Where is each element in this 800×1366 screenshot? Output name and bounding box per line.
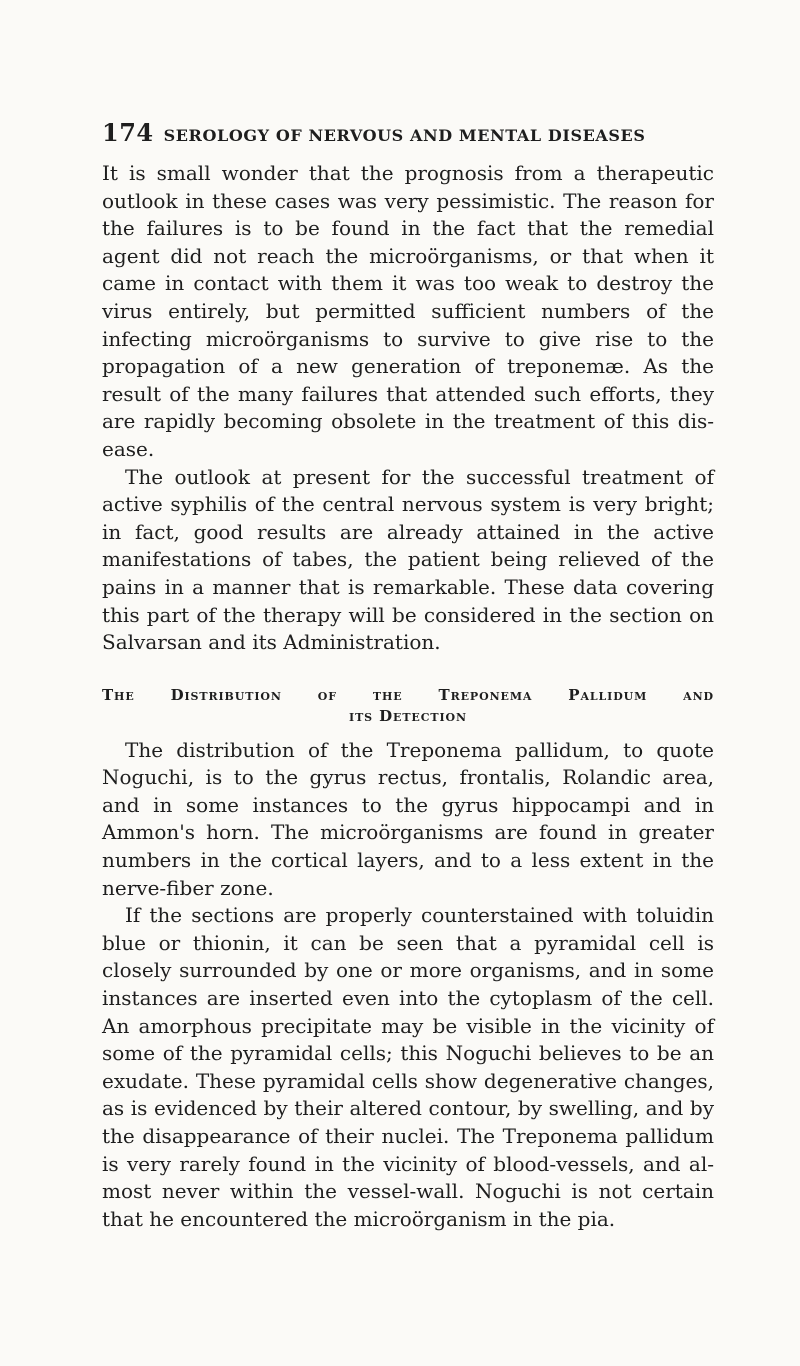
paragraph-prognosis: It is small wonder that the prognosis from a therapeutic outlook in these cases was very pessimistic. The reason for the failures is to be found in the fact that the remedial agent did not reach the microörganisms, or that when it came in contact with them it was too weak to destroy the virus entirely, but permitted sufficient numbers of the infecting microörganisms to survive to give rise to the propagation of a new generation of treponemæ. As the result of the many failures that attended such efforts, they are rapidly becoming obsolete in the treatment of this disease. bbox=[102, 161, 714, 461]
section-heading-line-1: The Distribution of the Treponema Pallidum and bbox=[102, 685, 714, 704]
running-header bbox=[102, 118, 714, 150]
paragraph-outlook: The outlook at present for the successful treatment of active syphilis of the central nervous system is very bright; in fact, good results are already attained in the active manifestations of tabes, the patient being relieved of the pains in a manner that is remarkable. These data covering this part of the therapy will be considered in the section on Salvarsan and its Administration. bbox=[102, 464, 714, 655]
section-heading bbox=[102, 685, 714, 727]
book-page bbox=[102, 118, 714, 1233]
paragraph-counterstain: If the sections are properly counterstained with toluidin blue or thionin, it can be seen that a pyramidal cell is closely surrounded by one or more organisms, and in some instances are inserted even into the cytoplasm of the cell. An amorphous precipitate may be visible in the vicinity of some of the pyramidal cells; this Noguchi believes to be an exudate. These pyramidal cells show degenerative changes, as is evidenced by their altered contour, by swelling, and by the disappearance of their nuclei. The Treponema pallidum is very rarely found in the vicinity of blood-vessels, and almost never within the vessel-wall. Noguchi is not certain that he encountered the microörganism in the pia. bbox=[102, 903, 714, 1231]
paragraph-distribution: The distribution of the Treponema pallidum, to quote Noguchi, is to the gyrus rectus, frontalis, Rolandic area, and in some instances to the gyrus hippocampi and in Ammon's horn. The microörganisms are found in greater numbers in the cortical layers, and to a less extent in the nerve-fiber zone. bbox=[102, 737, 714, 900]
running-title: SEROLOGY OF NERVOUS AND MENTAL DISEASES bbox=[163, 126, 646, 145]
section-heading-line-2: its Detection bbox=[349, 706, 467, 725]
page-number: 174 bbox=[102, 118, 154, 147]
